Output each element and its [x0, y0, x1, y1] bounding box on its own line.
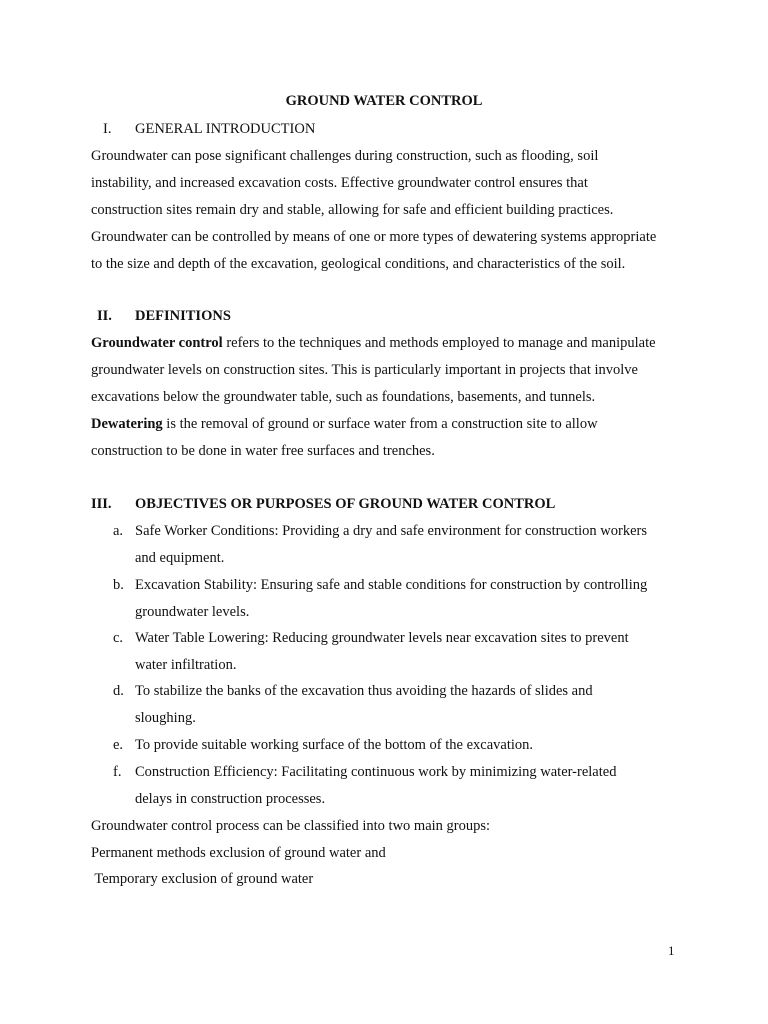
- list-item-text: delays in construction processes.: [135, 791, 326, 807]
- section-2-numeral: II.: [97, 308, 112, 324]
- list-marker: b.: [113, 577, 124, 593]
- definition-text: refers to the techniques and methods employed to manage and manipulate: [222, 335, 656, 351]
- list-item-text: sloughing.: [135, 710, 196, 726]
- section-2-heading: DEFINITIONS: [135, 308, 231, 324]
- list-item-text: Construction Efficiency: Facilitating continuous work by minimizing water-related: [135, 764, 617, 780]
- definition-line: excavations below the groundwater table, such as foundations, basements, and tunnels.: [91, 389, 596, 405]
- section-3-numeral: III.: [91, 496, 112, 512]
- list-item-text: Safe Worker Conditions: Providing a dry and safe environment for construction workers: [135, 523, 647, 539]
- list-item-text: and equipment.: [135, 550, 225, 566]
- term-groundwater-control: Groundwater control: [91, 335, 223, 351]
- list-marker: d.: [113, 683, 124, 699]
- closing-line: Temporary exclusion of ground water: [91, 871, 314, 887]
- closing-line: Permanent methods exclusion of ground water and: [91, 845, 386, 861]
- section-1-line: instability, and increased excavation costs. Effective groundwater control ensures that: [91, 175, 588, 191]
- definition-line: construction to be done in water free surfaces and trenches.: [91, 443, 435, 459]
- definition-groundwater-control: [91, 334, 656, 352]
- closing-line: Groundwater control process can be classified into two main groups:: [91, 818, 491, 834]
- definition-text: is the removal of ground or surface water from a construction site to allow: [162, 416, 598, 432]
- list-item-text: groundwater levels.: [135, 604, 250, 620]
- list-item-text: To provide suitable working surface of the bottom of the excavation.: [135, 737, 534, 753]
- list-marker: f.: [113, 764, 122, 780]
- definition-line: groundwater levels on construction sites. This is particularly important in projects that involve: [91, 362, 638, 378]
- list-item-text: water infiltration.: [135, 657, 237, 673]
- list-marker: c.: [113, 630, 124, 646]
- page-number: 1: [668, 943, 675, 958]
- list-item-text: Excavation Stability: Ensuring safe and stable conditions for construction by controlling: [135, 577, 648, 593]
- section-1-line: construction sites remain dry and stable, allowing for safe and efficient building practices.: [91, 202, 614, 218]
- list-item-text: To stabilize the banks of the excavation thus avoiding the hazards of slides and: [135, 683, 593, 699]
- definition-dewatering: [91, 415, 598, 433]
- list-marker: a.: [113, 523, 124, 539]
- section-1-line: to the size and depth of the excavation, geological conditions, and characteristics of the soil.: [91, 256, 626, 272]
- section-1-heading: GENERAL INTRODUCTION: [135, 121, 316, 137]
- section-1-line: Groundwater can be controlled by means of one or more types of dewatering systems appropriate: [91, 229, 657, 245]
- list-marker: e.: [113, 737, 124, 753]
- section-1-line: Groundwater can pose significant challenges during construction, such as flooding, soil: [91, 148, 599, 164]
- list-item-text: Water Table Lowering: Reducing groundwater levels near excavation sites to prevent: [135, 630, 629, 646]
- section-1-numeral: I.: [103, 121, 112, 137]
- document-title: GROUND WATER CONTROL: [285, 93, 483, 109]
- term-dewatering: Dewatering: [91, 416, 163, 432]
- section-3-heading: OBJECTIVES OR PURPOSES OF GROUND WATER CONTROL: [135, 496, 556, 512]
